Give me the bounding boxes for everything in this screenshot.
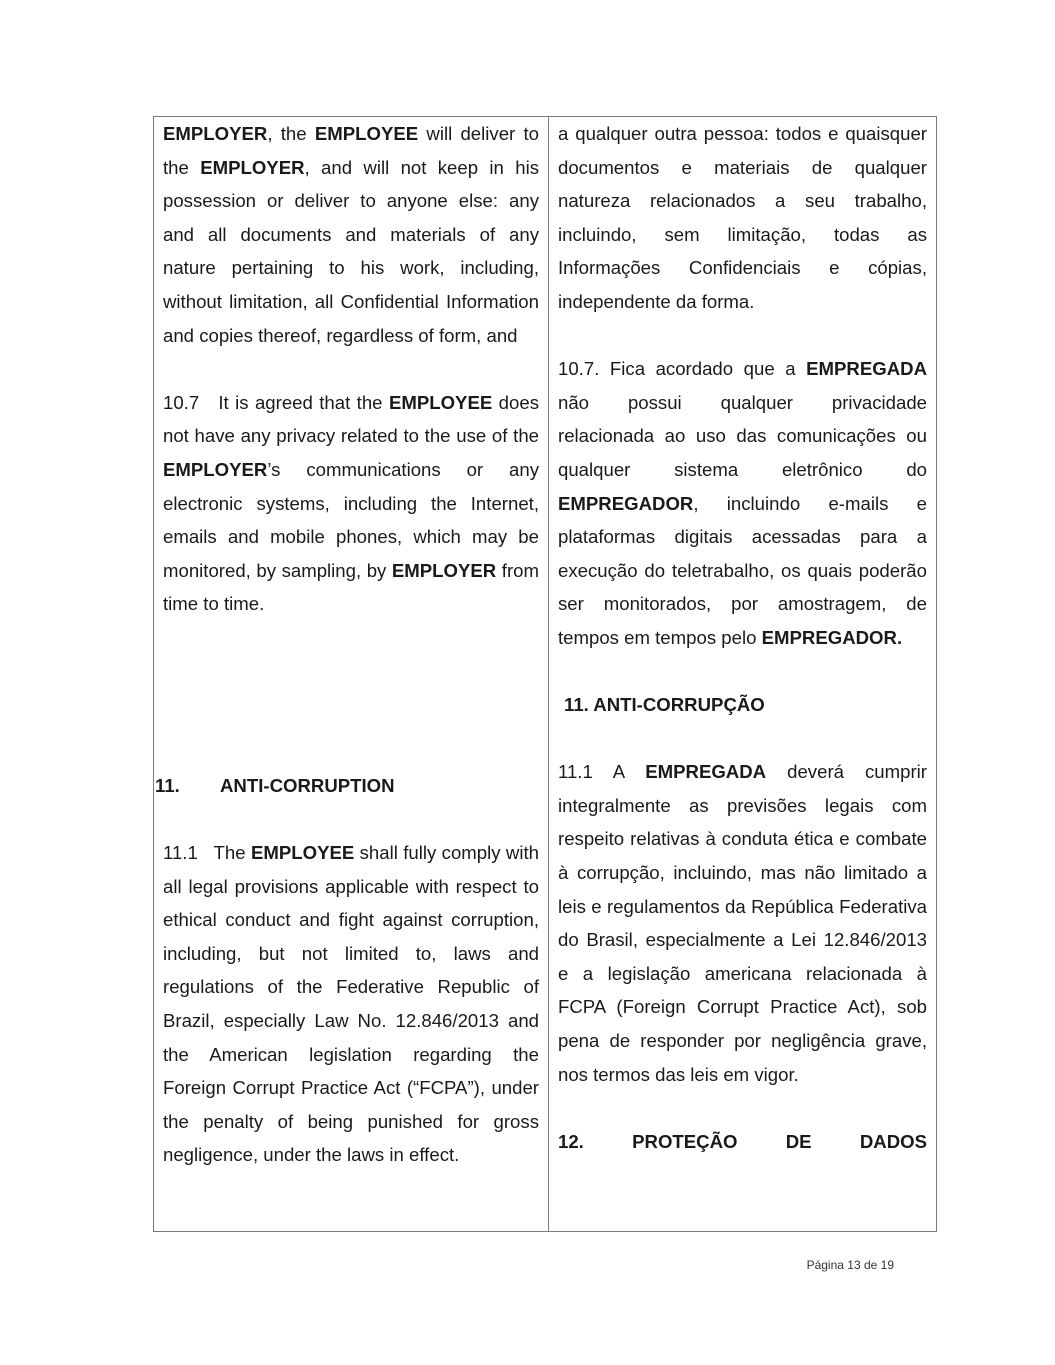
en-clause-10-7: 10.7 It is agreed that the EMPLOYEE does not have any privacy related to the use of the EMPLOYER’s communications or any electronic systems, including the Internet, emails and mobile phones, which may be monitored, by sampling, by EMPLOYER from time to time. (163, 391, 539, 615)
pt-section-11-heading: 11. ANTI-CORRUPÇÃO (564, 694, 765, 716)
pt-section-12-heading: 12. PROTEÇÃO DE DADOS (558, 1130, 927, 1152)
en-clause-10-6-continuation: EMPLOYER, the EMPLOYEE will deliver to the EMPLOYER, and will not keep in his possession or deliver to anyone else: any and all documents and materials of any nature pertaining to his work, including, without limitation, all Confidential Information and copies thereof, regardless of form, and (163, 123, 539, 346)
pt-clause-10-7: 10.7. Fica acordado que a EMPREGADA não possui qualquer privacidade relacionada ao uso das comunicações ou qualquer sistema eletrônico do EMPREGADOR, incluindo e-mails e plataformas digitais acessadas para a execução do teletrabalho, os quais poderão ser monitorados, por amostragem, de tempos em tempos pelo EMPREGADOR. (558, 358, 927, 648)
pt-clause-11-1: 11.1 A EMPREGADA deverá cumprir integralmente as previsões legais com respeito relativas à conduta ética e combate à corrupção, incluindo, mas não limitado a leis e regulamentos da República Federativa do Brasil, especialmente a Lei 12.846/2013 e a legislação americana relacionada à FCPA (Foreign Corrupt Practice Act), sob pena de responder por negligência grave, nos termos das leis em vigor. (558, 761, 927, 1085)
en-section-11-heading: 11. ANTI-CORRUPTION (155, 774, 395, 796)
bilingual-contract-table (153, 116, 937, 1232)
page-number-footer: Página 13 de 19 (806, 1258, 894, 1272)
portuguese-column (549, 117, 937, 1232)
english-column (154, 117, 549, 1232)
pt-clause-10-6-continuation: a qualquer outra pessoa: todos e quaisquer documentos e materiais de qualquer natureza relacionados a seu trabalho, incluindo, sem limitação, todas as Informações Confidenciais e cópias, independente da forma. (558, 123, 927, 312)
table-row (154, 117, 937, 1232)
en-clause-11-1: 11.1 The EMPLOYEE shall fully comply with all legal provisions applicable with respect to ethical conduct and fight against corruption, including, but not limited to, laws and regulations of the Federative Republic of Brazil, especially Law No. 12.846/2013 and the American legislation regarding the Foreign Corrupt Practice Act (“FCPA”), under the penalty of being punished for gross negligence, under the laws in effect. (163, 842, 539, 1166)
